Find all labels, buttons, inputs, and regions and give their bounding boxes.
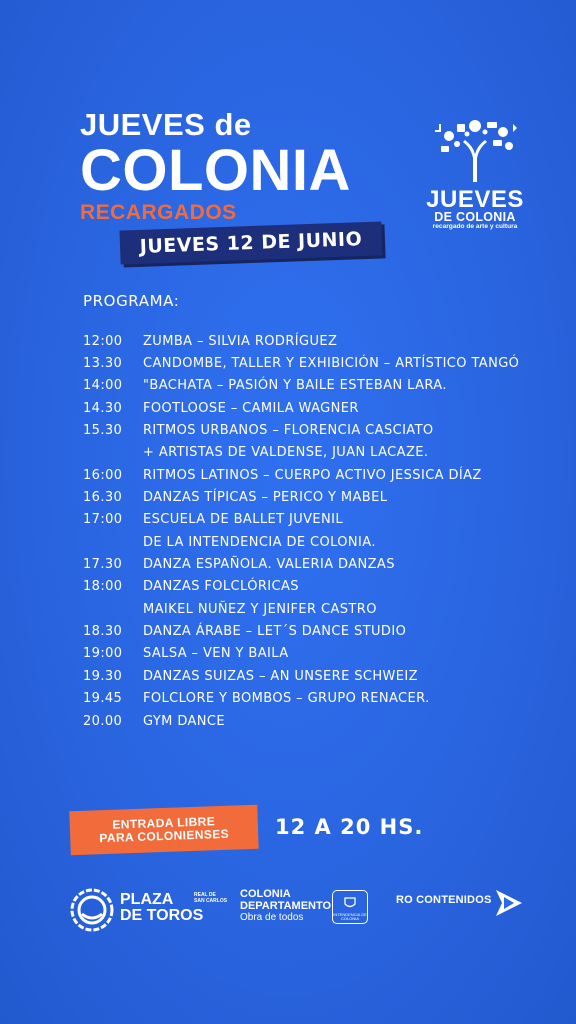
event-title	[80, 108, 351, 224]
shield-icon	[343, 896, 357, 910]
entrada-line-1: ENTRADA LIBRE	[112, 814, 216, 832]
plaza-de-toros-logo	[70, 886, 230, 934]
schedule-activity: FOOTLOOSE – CAMILA WAGNER	[143, 400, 359, 416]
logo-line-3: recargado de arte y cultura	[432, 223, 518, 230]
schedule-row	[83, 375, 563, 397]
colonia-line-3: Obra de todos	[240, 912, 304, 923]
schedule-row	[83, 419, 563, 441]
event-hours: 12 A 20 HS.	[275, 815, 424, 839]
colonia-line-1: COLONIA	[240, 888, 291, 900]
plaza-de-toros-icon	[70, 888, 114, 932]
event-date: JUEVES 12 DE JUNIO	[139, 228, 363, 258]
schedule-activity: MAIKEL NUÑEZ Y JENIFER CASTRO	[143, 601, 377, 617]
schedule-activity: ZUMBA – SILVIA RODRÍGUEZ	[143, 333, 338, 349]
schedule-activity: GYM DANCE	[143, 713, 226, 729]
schedule-row	[83, 486, 563, 508]
intendencia-text: INTENDENCIA DE COLONIA	[333, 912, 367, 921]
colonia-line-2: DEPARTAMENTO	[240, 900, 332, 912]
schedule-activity: FOLCLORE Y BOMBOS – GRUPO RENACER.	[143, 691, 430, 707]
schedule-time: 19.30	[83, 668, 123, 684]
schedule-time: 12:00	[83, 333, 123, 349]
sponsors-footer	[0, 880, 576, 940]
plaza-small-1: REAL DE	[194, 892, 216, 898]
intendencia-seal	[332, 890, 368, 924]
schedule-row	[83, 665, 563, 687]
schedule-activity: DANZAS TÍPICAS – PERICO Y MABEL	[143, 490, 388, 506]
ro-contenidos-icon	[494, 888, 524, 918]
ro-contenidos-text: RO CONTENIDOS	[396, 894, 492, 906]
logo-line-1: JUEVES	[426, 186, 524, 213]
schedule-row	[83, 442, 563, 464]
plaza-line-1: PLAZA	[120, 891, 174, 908]
entrada-line-2: PARA COLONIENSES	[99, 826, 230, 846]
jueves-de-colonia-logo	[420, 118, 530, 230]
schedule-row	[83, 710, 563, 732]
schedule-activity: DANZAS SUIZAS – AN UNSERE SCHWEIZ	[143, 668, 418, 684]
schedule-row	[83, 352, 563, 374]
schedule-row	[83, 688, 563, 710]
schedule-time: 14:00	[83, 378, 123, 394]
plaza-small-2: SAN CARLOS	[194, 898, 228, 904]
schedule-time: 18:00	[83, 579, 123, 595]
schedule-activity: RITMOS LATINOS – CUERPO ACTIVO JESSICA DÍAZ	[143, 467, 482, 483]
schedule-time: 13.30	[83, 356, 123, 372]
schedule-row	[83, 598, 563, 620]
plaza-line-2: DE TOROS	[120, 907, 204, 924]
schedule-activity: ESCUELA DE BALLET JUVENIL	[143, 512, 344, 528]
schedule-row	[83, 576, 563, 598]
schedule-row	[83, 509, 563, 531]
schedule-time: 19.45	[83, 691, 123, 707]
schedule-time: 16.30	[83, 490, 123, 506]
schedule-row	[83, 553, 563, 575]
schedule-activity: DE LA INTENDENCIA DE COLONIA.	[143, 534, 376, 550]
schedule-time: 14.30	[83, 400, 123, 416]
schedule-activity: "BACHATA – PASIÓN Y BAILE ESTEBAN LARA.	[143, 378, 447, 394]
schedule-row	[83, 464, 563, 486]
schedule-time: 19:00	[83, 646, 123, 662]
schedule-time: 17.30	[83, 557, 123, 573]
colonia-departamento-logo	[240, 888, 370, 932]
schedule-row	[83, 643, 563, 665]
logo-line-2: DE COLONIA	[434, 210, 516, 224]
title-line-3: RECARGADOS	[80, 201, 237, 224]
schedule-activity: DANZAS FOLCLÓRICAS	[143, 579, 299, 595]
entrada-libre-badge	[69, 805, 258, 856]
programa-heading: PROGRAMA:	[83, 292, 180, 310]
schedule-row	[83, 620, 563, 642]
schedule-time: 16:00	[83, 467, 123, 483]
schedule-activity: DANZA ESPAÑOLA. VALERIA DANZAS	[143, 557, 395, 573]
schedule-time: 17:00	[83, 512, 123, 528]
title-line-2: COLONIA	[80, 138, 351, 203]
schedule-activity: CANDOMBE, TALLER Y EXHIBICIÓN – ARTÍSTICO TANGÓ	[143, 356, 520, 372]
schedule-activity: SALSA – VEN Y BAILA	[143, 646, 289, 662]
schedule-time: 18.30	[83, 624, 123, 640]
schedule-time: 15.30	[83, 423, 123, 439]
schedule-activity: + ARTISTAS DE VALDENSE, JUAN LACAZE.	[143, 445, 429, 461]
schedule-row	[83, 531, 563, 553]
schedule-row	[83, 397, 563, 419]
schedule-activity: DANZA ÁRABE – LET´S DANCE STUDIO	[143, 624, 407, 640]
schedule-row	[83, 330, 563, 352]
schedule-activity: RITMOS URBANOS – FLORENCIA CASCIATO	[143, 423, 434, 439]
tree-icon	[427, 118, 523, 182]
schedule-time: 20.00	[83, 713, 123, 729]
title-line-1: JUEVES de	[80, 107, 252, 142]
schedule-list	[83, 330, 563, 732]
